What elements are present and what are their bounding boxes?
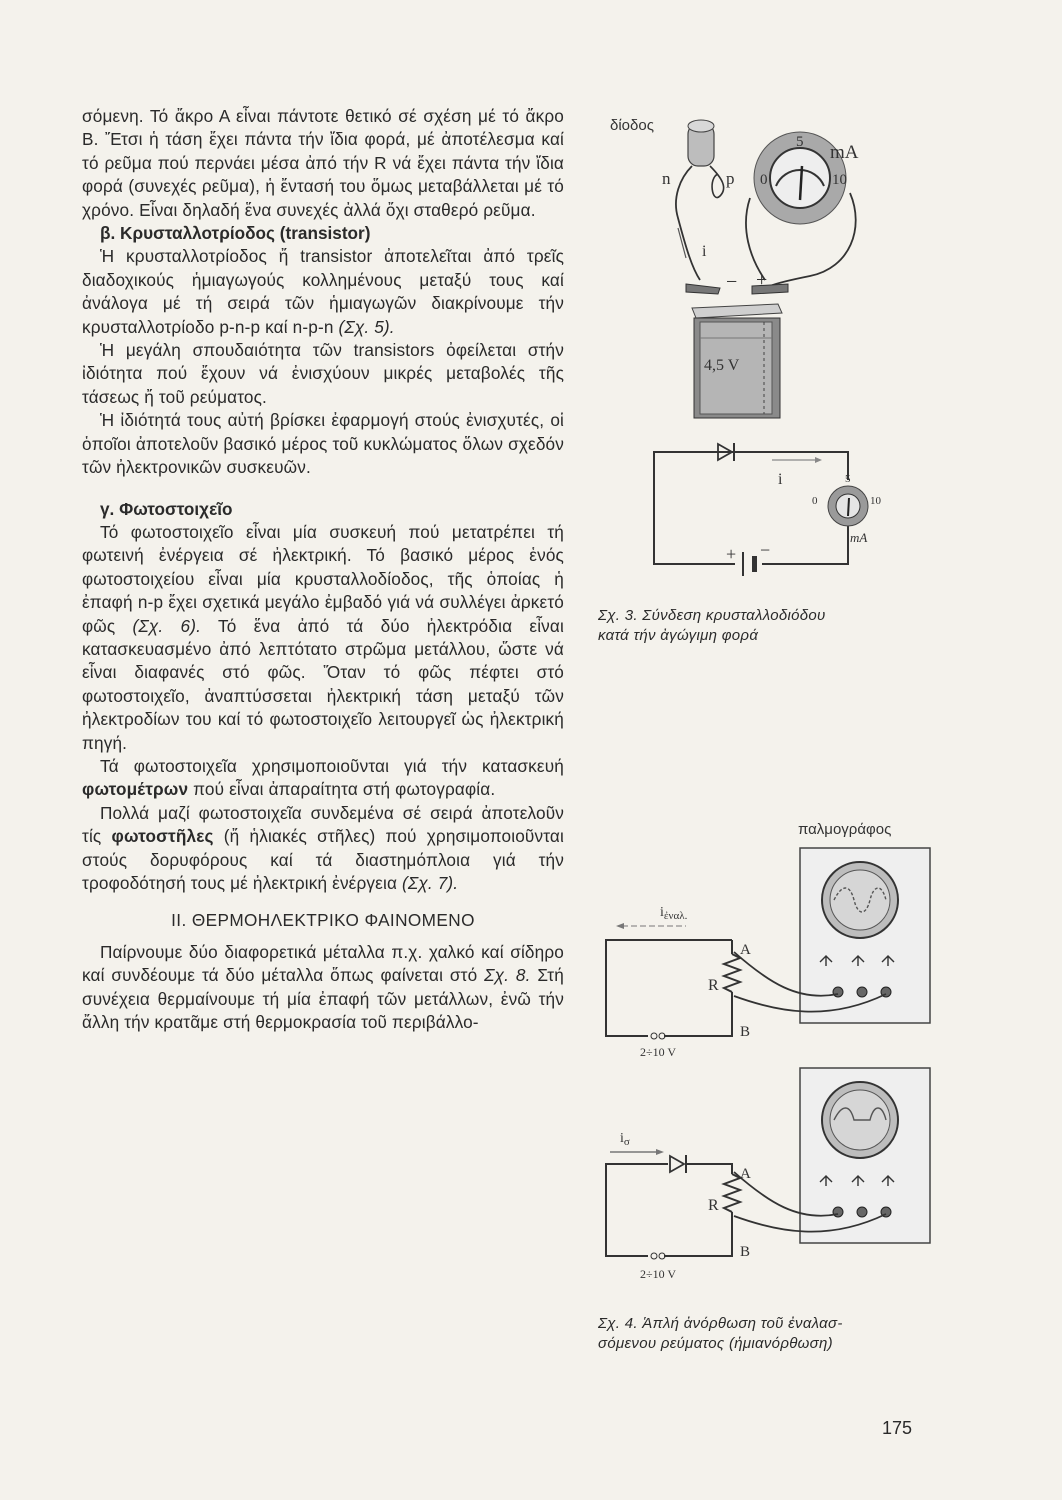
wire-meter-plus bbox=[746, 198, 765, 280]
battery-plus: + bbox=[756, 269, 768, 291]
battery-label: 4,5 V bbox=[704, 357, 740, 374]
paragraph-5: Τό φωτοστοιχεῖο εἶναι μία συσκευή πού μετατρέπει τή φωτεινή ἐνέργεια σέ ἠλεκτρική. Τό βασικό μέρος ἑνός φωτοστοιχείου εἶναι μία κρυσταλλοδίοδος, τῆς ὁποίας ἡ ἐπαφή n-p ἔχει σχετικά μεγάλο ἐμβαδό γιά νά συλλέγει ἀρκετό φῶς (Σχ. 6). Τό ἕνα ἀπό τά δύο ἠλεκτρόδια εἶναι κατασκευασμένο ἀπό λεπτότατο στρῶμα μετάλλου, ὥστε νά εἶναι διαφανές στό φῶς. Ὅταν τό φῶς πέφτει στό φωτοστοιχεῖο, ἀναπτύσσεται ἠλεκτρική τάση μεταξύ τῶν ἠλεκτροδίων του καί τό φωτοστοιχεῖο λειτουργεῖ ὡς ἠλεκτρική πηγή. bbox=[82, 521, 564, 753]
p-label: p bbox=[726, 169, 735, 188]
schematic-wire-top bbox=[810, 452, 848, 480]
resistor-r-top: R bbox=[708, 977, 719, 994]
current-label: i bbox=[702, 243, 707, 260]
voltage-label-bottom: 2÷10 V bbox=[640, 1267, 677, 1281]
paragraph-2: Ἡ κρυσταλλοτρίοδος ἤ transistor ἀποτελεῖται ἀπό τρεῖς διαδοχικούς ἡμιαγωγούς κολλημένους μεταξύ τους καί ἀνάλογα μέ τή σειρά τῶν ἡμιαγωγῶν διακρίνουμε τήν κρυσταλλοτρίοδο p-n-p καί n-p-n (Σχ. 5). bbox=[82, 246, 564, 337]
paragraph-7: Πολλά μαζί φωτοστοιχεῖα συνδεμένα σέ σειρά ἀποτελοῦν τίς φωτοστῆλες (ἤ ἡλιακές στῆλες) πού χρησιμοποιοῦνται στούς δορυφόρους καί τά διαστημόπλοια γιά τήν τροφοδότησή τους μέ ἠλεκτρική ἐνέργεια (Σχ. 7). bbox=[82, 802, 564, 893]
schematic-minus: − bbox=[760, 540, 771, 560]
oscilloscope-top bbox=[800, 848, 930, 1023]
wire-n bbox=[676, 166, 700, 280]
paragraph-8: Παίρνουμε δύο διαφορετικά μέταλλα π.χ. χαλκό καί σίδηρο καί συνδέουμε τά δύο μέταλλα ὅπως φαίνεται στό Σχ. 8. Στή συνέχεια θερμαίνουμε τή μία ἐπαφή τῶν μετάλλων, ἐνῶ τήν ἄλλη τήν κρατᾶμε στή θερμοκρασία τοῦ περιβάλλο- bbox=[82, 941, 564, 1033]
clip-minus bbox=[686, 284, 720, 294]
heading-transistor: β. Κρυσταλλοτρίοδος (transistor) bbox=[100, 223, 371, 244]
schematic-battery bbox=[743, 552, 757, 576]
schematic-scale-10: 10 bbox=[870, 495, 881, 507]
paragraph-6: Τά φωτοστοιχεῖα χρησιμοποιοῦνται γιά τήν κατασκευή φωτομέτρων πού εἶναι ἀπαραίτητα στή φωτογραφία. bbox=[82, 755, 564, 800]
figure-3-schematic bbox=[640, 440, 900, 580]
current-dc-label: $i_\sigma$ bbox=[620, 1131, 630, 1148]
paragraph-3: Ἡ μεγάλη σπουδαιότητα τῶν transistors ὀφείλεται στήν ἰδιότητα πού ἔχουν νά ἐνισχύουν μικρές μεταβολές τῆς τάσεως ἤ τοῦ ρεύματος. bbox=[82, 340, 564, 407]
figure-4-caption: Σχ. 4. Ἁπλή ἀνόρθωση τοῦ ἐναλασ- σόμενου ρεύματος (ἡμιανόρθωση) bbox=[598, 1315, 843, 1352]
point-b-bottom: B bbox=[740, 1244, 751, 1260]
meter-scale-0: 0 bbox=[760, 172, 768, 188]
oscilloscope-label: παλμογράφος bbox=[798, 821, 892, 838]
section-heading-thermoelectric: II. ΘΕΡΜΟΗΛΕΚΤΡΙΚΟ ΦΑΙΝΟΜΕΝΟ bbox=[171, 910, 475, 931]
diode-label: δίοδος bbox=[610, 117, 654, 134]
schematic-unit: mA bbox=[850, 530, 868, 545]
battery-minus: − bbox=[726, 271, 738, 293]
n-label: n bbox=[662, 169, 671, 188]
wire-p-loop bbox=[710, 166, 724, 198]
schematic-current-label: i bbox=[778, 471, 783, 488]
point-a-bottom: A bbox=[740, 1166, 751, 1182]
heading-photocell: γ. Φωτοστοιχεῖο bbox=[100, 498, 233, 519]
paragraph-4: Ἡ ἰδιότητά τους αὐτή βρίσκει ἐφαρμογή στούς ἐνισχυτές, οἱ ὁποῖοι ἀποτελοῦν βασικό μέρος τοῦ κυκλώματος ὅλων σχεδόν τῶν ἠλεκτρονικῶν συσκευῶν. bbox=[82, 410, 564, 478]
oscilloscope-bottom bbox=[800, 1068, 930, 1243]
figure-3-caption: Σχ. 3. Σύνδεση κρυσταλλοδιόδου κατά τήν ἀγώγιμη φορά bbox=[598, 607, 826, 644]
figure-3-diode-setup bbox=[600, 108, 900, 433]
figure-4-rectifier bbox=[598, 812, 938, 1287]
page-number: 175 bbox=[882, 1418, 913, 1438]
point-a-top: A bbox=[740, 942, 751, 958]
resistor-r-bottom: R bbox=[708, 1197, 719, 1214]
meter-scale-5: 5 bbox=[796, 134, 804, 150]
meter-scale-10: 10 bbox=[832, 172, 847, 188]
schematic-scale-0: 0 bbox=[812, 495, 818, 507]
paragraph-1: σόμενη. Τό ἄκρο Α εἶναι πάντοτε θετικό σέ σχέση μέ τό ἄκρο Β. Ἔτσι ἡ τάση ἔχει πάντα τήν ἴδια φορά, μέ ἀποτέλεσμα καί τό ρεῦμα πού περνάει μέσα ἀπό τήν R νά ἔχει πάντα τήν ἴδια φορά (συνεχές ρεῦμα), ἡ ἔντασή του ὅμως μεταβάλλεται μέ τό χρόνο. Εἶναι δηλαδή ἕνα συνεχές ἀλλά ὄχι σταθερό ρεῦμα. bbox=[82, 106, 564, 220]
meter-unit: mA bbox=[830, 142, 859, 163]
voltage-label-top: 2÷10 V bbox=[640, 1045, 677, 1059]
current-ac-label: $i_{ἐ\nu\alpha\lambda.}$ bbox=[660, 905, 688, 922]
schematic-arrow-head bbox=[815, 457, 822, 463]
schematic-scale-5: 5 bbox=[845, 473, 851, 485]
schematic-meter bbox=[828, 486, 868, 526]
diode-component bbox=[688, 120, 714, 166]
point-b-top: B bbox=[740, 1024, 751, 1040]
main-text-column bbox=[82, 105, 564, 1034]
schematic-plus: + bbox=[726, 544, 737, 564]
